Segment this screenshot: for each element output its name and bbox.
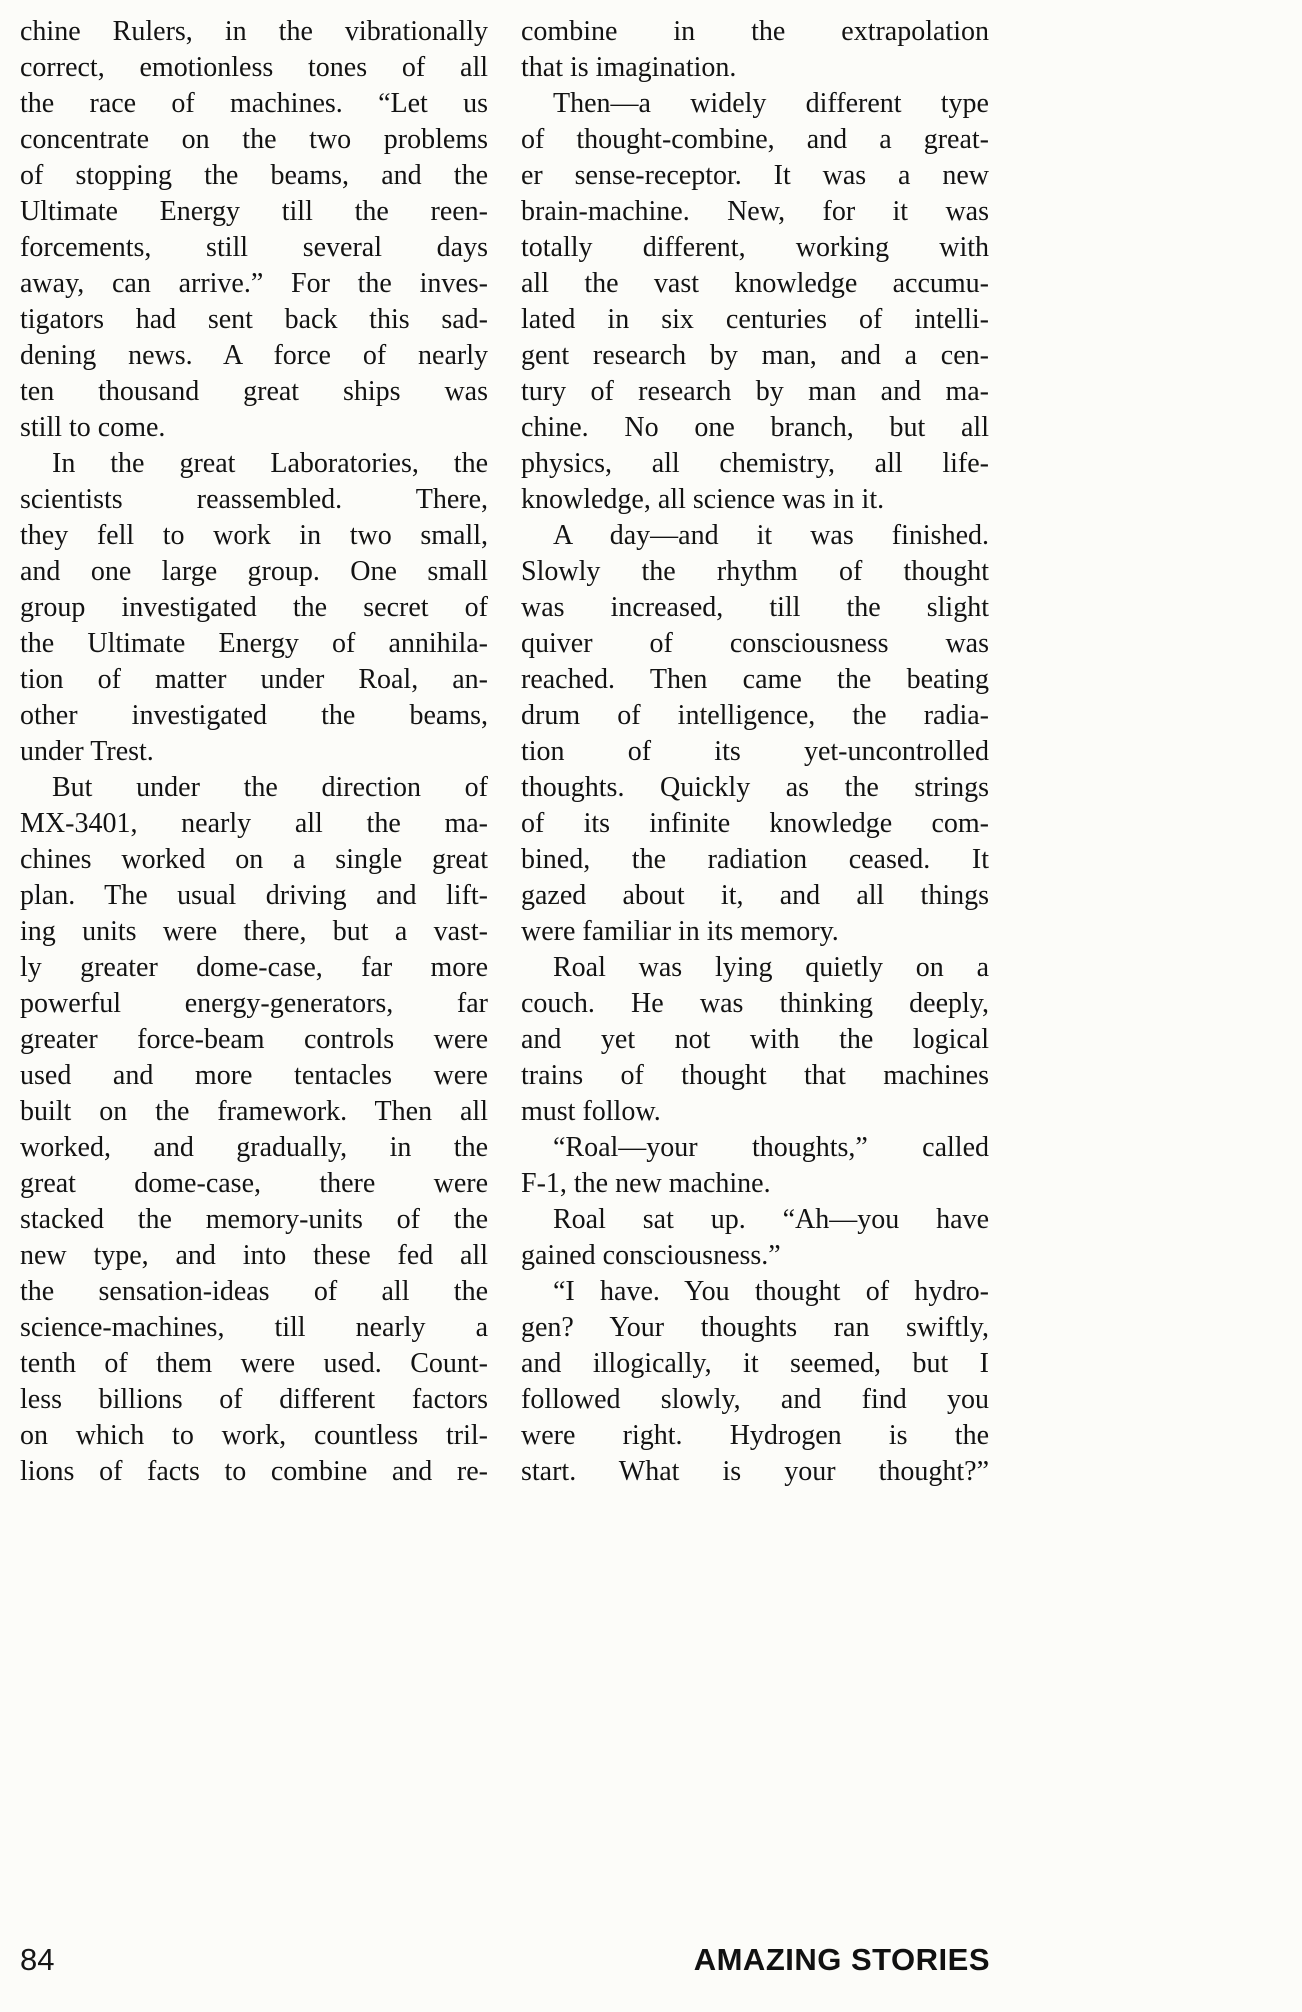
text-line: were familiar in its memory. (521, 916, 839, 947)
paragraph (521, 86, 989, 518)
paragraph (521, 1130, 989, 1202)
magazine-title: AMAZING STORIES (693, 1942, 990, 1977)
text-line: chine Rulers, in the vibrationally (20, 16, 488, 47)
text-line: concentrate on the two problems (20, 124, 488, 155)
text-line: that is imagination. (521, 52, 737, 83)
text-line: on which to work, countless tril- (20, 1420, 488, 1451)
text-line: correct, emotionless tones of all (20, 52, 488, 83)
text-line: built on the framework. Then all (20, 1096, 488, 1127)
text-line: gazed about it, and all things (521, 880, 989, 911)
text-line: forcements, still several days (20, 232, 488, 263)
text-line: dening news. A force of nearly (20, 340, 488, 371)
text-line: tury of research by man and ma- (521, 376, 989, 407)
text-line: physics, all chemistry, all life- (521, 448, 989, 479)
text-line: all the vast knowledge accumu- (521, 268, 989, 299)
text-line: was increased, till the slight (521, 592, 989, 623)
text-line: gen? Your thoughts ran swiftly, (521, 1312, 989, 1343)
text-line: and illogically, it seemed, but I (521, 1348, 989, 1379)
text-line: Roal sat up. “Ah—you have (553, 1204, 989, 1235)
text-line: gained consciousness.” (521, 1240, 781, 1271)
text-line: A day—and it was finished. (553, 520, 989, 551)
text-line: greater force-beam controls were (20, 1024, 488, 1055)
page-number: 84 (20, 1942, 55, 1977)
text-line: under Trest. (20, 736, 154, 767)
text-line: trains of thought that machines (521, 1060, 989, 1091)
text-column-left (20, 14, 488, 1490)
text-line: brain-machine. New, for it was (521, 196, 989, 227)
text-line: tenth of them were used. Count- (20, 1348, 488, 1379)
text-line: totally different, working with (521, 232, 989, 263)
text-line: “Roal—your thoughts,” called (553, 1132, 989, 1163)
text-line: other investigated the beams, (20, 700, 488, 731)
text-line: er sense-receptor. It was a new (521, 160, 989, 191)
text-line: they fell to work in two small, (20, 520, 488, 551)
text-line: tigators had sent back this sad- (20, 304, 488, 335)
text-line: couch. He was thinking deeply, (521, 988, 989, 1019)
text-line: chines worked on a single great (20, 844, 488, 875)
text-line: the race of machines. “Let us (20, 88, 488, 119)
text-line: used and more tentacles were (20, 1060, 488, 1091)
text-line: knowledge, all science was in it. (521, 484, 885, 515)
text-line: of thought-combine, and a great- (521, 124, 989, 155)
text-line: ing units were there, but a vast- (20, 916, 488, 947)
text-line: away, can arrive.” For the inves- (20, 268, 488, 299)
paragraph (521, 1274, 989, 1490)
paragraph (521, 1202, 989, 1274)
text-line: ly greater dome-case, far more (20, 952, 488, 983)
text-line: were right. Hydrogen is the (521, 1420, 989, 1451)
paragraph (20, 14, 488, 446)
paragraph (521, 518, 989, 950)
text-line: followed slowly, and find you (521, 1384, 989, 1415)
text-line: gent research by man, and a cen- (521, 340, 989, 371)
text-line: drum of intelligence, the radia- (521, 700, 989, 731)
paragraph (521, 14, 989, 86)
text-line: stacked the memory-units of the (20, 1204, 488, 1235)
text-line: start. What is your thought?” (521, 1456, 989, 1487)
text-line: MX-3401, nearly all the ma- (20, 808, 488, 839)
text-line: quiver of consciousness was (521, 628, 989, 659)
text-line: great dome-case, there were (20, 1168, 488, 1199)
paragraph (521, 950, 989, 1130)
text-line: lated in six centuries of intelli- (521, 304, 989, 335)
text-line: “I have. You thought of hydro- (553, 1276, 989, 1307)
text-line: of its infinite knowledge com- (521, 808, 989, 839)
text-line: scientists reassembled. There, (20, 484, 488, 515)
page-footer (20, 1942, 990, 1986)
paragraph (20, 770, 488, 1490)
text-line: the Ultimate Energy of annihila- (20, 628, 488, 659)
text-line: must follow. (521, 1096, 661, 1127)
text-line: chine. No one branch, but all (521, 412, 989, 443)
text-line: of stopping the beams, and the (20, 160, 488, 191)
text-line: F-1, the new machine. (521, 1168, 771, 1199)
paragraph (20, 446, 488, 770)
text-line: tion of matter under Roal, an- (20, 664, 488, 695)
text-line: Slowly the rhythm of thought (521, 556, 989, 587)
text-line: reached. Then came the beating (521, 664, 989, 695)
text-line: less billions of different factors (20, 1384, 488, 1415)
text-line: ten thousand great ships was (20, 376, 488, 407)
text-line: powerful energy-generators, far (20, 988, 488, 1019)
text-line: still to come. (20, 412, 166, 443)
text-line: But under the direction of (52, 772, 488, 803)
text-line: and yet not with the logical (521, 1024, 989, 1055)
text-column-right (521, 14, 989, 1490)
text-line: group investigated the secret of (20, 592, 488, 623)
text-line: Roal was lying quietly on a (553, 952, 989, 983)
text-line: the sensation-ideas of all the (20, 1276, 488, 1307)
text-line: lions of facts to combine and re- (20, 1456, 488, 1487)
text-line: new type, and into these fed all (20, 1240, 488, 1271)
text-line: In the great Laboratories, the (52, 448, 488, 479)
text-line: plan. The usual driving and lift- (20, 880, 488, 911)
text-line: Ultimate Energy till the reen- (20, 196, 488, 227)
text-line: bined, the radiation ceased. It (521, 844, 989, 875)
text-line: thoughts. Quickly as the strings (521, 772, 989, 803)
text-line: science-machines, till nearly a (20, 1312, 488, 1343)
text-line: Then—a widely different type (553, 88, 989, 119)
text-line: and one large group. One small (20, 556, 488, 587)
text-line: tion of its yet-uncontrolled (521, 736, 989, 767)
text-line: combine in the extrapolation (521, 16, 989, 47)
text-line: worked, and gradually, in the (20, 1132, 488, 1163)
